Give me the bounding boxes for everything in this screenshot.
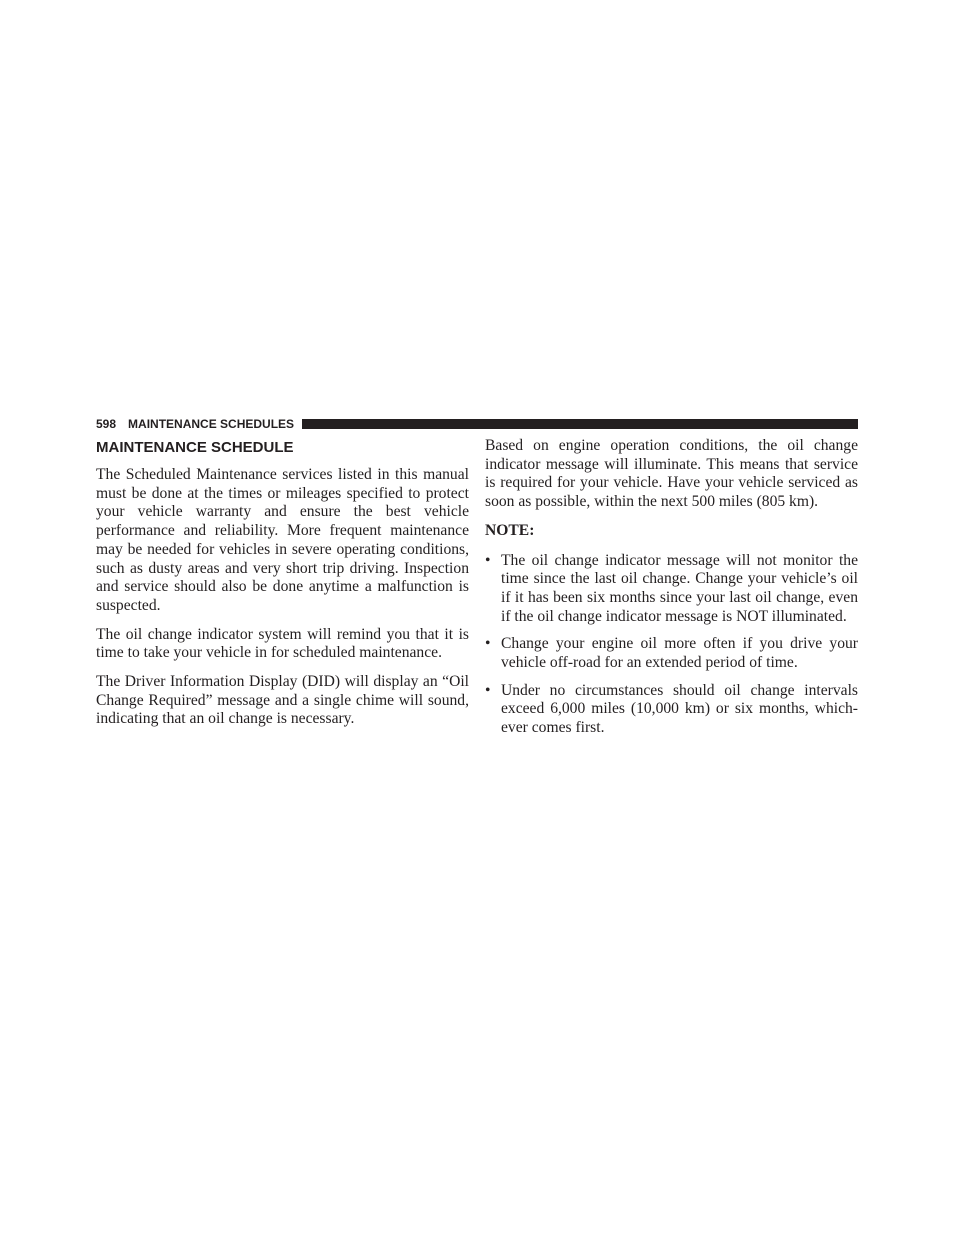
page-number: 598 — [96, 417, 117, 431]
list-item-text: The oil change indicator message will not monitor the time since the last oil change. Change your vehicle’s oil if it has been six months since your last oil change, even if the oil change indicator message is NOT illuminated. — [501, 551, 858, 625]
note-label: NOTE: — [485, 521, 535, 539]
left-column — [96, 437, 469, 739]
paragraph-did-message: The Driver Information Display (DID) will display an “Oil Change Required” message and a single chime will sound, indicating that an oil change is necessary. — [96, 673, 469, 728]
paragraph-engine-conditions: Based on engine operation conditions, the oil change indicator message will illuminate. This means that service is required for your vehicle. Have your vehicle serviced as soon as possible, within the next 500 miles (805 km). — [485, 437, 858, 511]
page-header — [96, 417, 858, 431]
list-item — [485, 682, 858, 738]
paragraph-scheduled-maintenance: The Scheduled Maintenance services listed in this manual must be done at the times or mileages specified to protect your vehicle warranty and ensure the best vehicle performance and reliability. More frequent maintenance may be needed for vehicles in severe operating conditions, such as dusty areas and very short trip driving. Inspection and service should also be done anytime a malfunction is suspected. — [96, 466, 469, 614]
list-item-text: Under no circumstances should oil change intervals exceed 6,000 miles (10,000 km) or six months, whichever comes first. — [501, 681, 858, 737]
list-item — [485, 635, 858, 672]
list-item-text: Change your engine oil more often if you drive your vehicle off-road for an extended period of time. — [501, 635, 858, 672]
bullet-icon: • — [485, 635, 491, 653]
note-list — [485, 552, 858, 738]
header-rule — [302, 419, 858, 429]
paragraph-oil-change-indicator: The oil change indicator system will remind you that it is time to take your vehicle in for scheduled maintenance. — [96, 625, 469, 662]
bullet-icon: • — [485, 681, 491, 699]
right-column — [485, 437, 858, 747]
section-heading: MAINTENANCE SCHEDULE — [96, 439, 294, 456]
bullet-icon: • — [485, 551, 491, 569]
section-title: MAINTENANCE SCHEDULES — [128, 417, 295, 431]
list-item — [485, 552, 858, 627]
